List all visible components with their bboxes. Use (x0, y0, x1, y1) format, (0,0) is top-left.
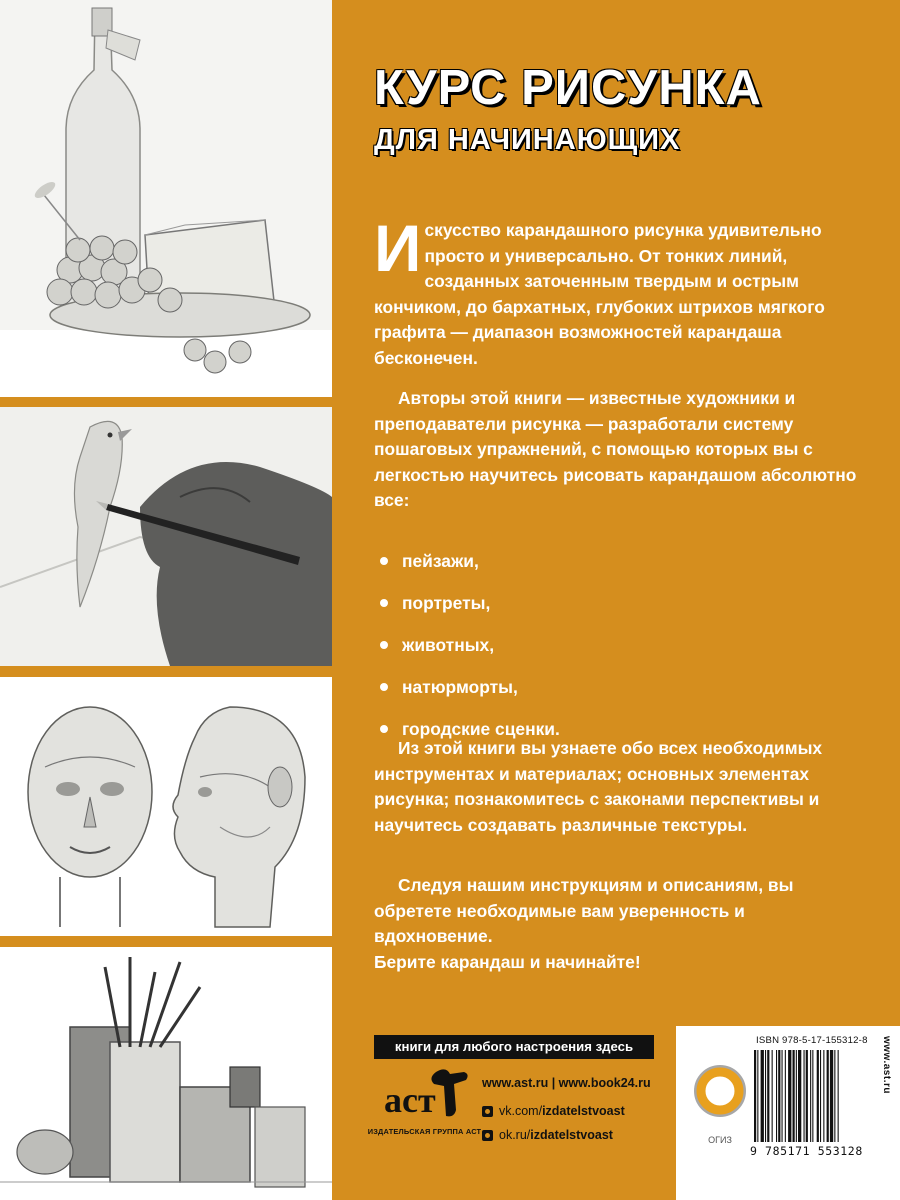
bullet-icon (380, 557, 388, 565)
ast-logo-icon (380, 1066, 474, 1126)
publisher-links (482, 1071, 651, 1147)
ogiz-logo-icon (692, 1049, 748, 1139)
bullet-icon (380, 599, 388, 607)
paragraph-authors: Авторы этой книги — известные художники и преподаватели рисунка — разработали систему пошаговых упражнений, с помощью которых вы с легкостью научитесь рисовать карандашом абсолютно все: (374, 388, 857, 510)
hand-drawing-bird-illustration (0, 407, 332, 666)
vk-icon (482, 1106, 493, 1117)
bullet-icon (380, 725, 388, 733)
website-links[interactable]: www.ast.ru | www.book24.ru (482, 1076, 651, 1090)
topics-list (380, 540, 560, 750)
book-subtitle: ДЛЯ НАЧИНАЮЩИХ (374, 124, 681, 156)
list-item: городские сценки. (380, 708, 560, 750)
isbn-number: ISBN 978-5-17-155312-8 (756, 1035, 868, 1046)
book-title: КУРС РИСУНКА (374, 61, 762, 115)
paragraph-closing-text: Следуя нашим инструкциям и описаниям, вы обретете необходимые вам уверенность и вдохновение. (374, 875, 794, 946)
paragraph-contents: Из этой книги вы узнаете обо всех необходимых инструментах и материалах; основных элементах рисунка; познакомитесь с законами перспективы и научитесь создавать различные текстуры. (374, 738, 823, 835)
barcode-icon (754, 1050, 866, 1142)
intro-paragraph (374, 211, 864, 371)
paragraph-closing-call: Берите карандаш и начинайте! (374, 951, 641, 972)
bullet-icon (380, 641, 388, 649)
list-item: портреты, (380, 582, 560, 624)
list-item: животных, (380, 624, 560, 666)
drop-cap: И (374, 211, 422, 285)
tagline-banner: книги для любого настроения здесь (374, 1035, 654, 1059)
still-life-bottle-grapes-illustration (0, 0, 332, 397)
ean-digits: 9 785171 553128 (750, 1144, 863, 1158)
paragraph-closing (374, 873, 864, 975)
ok-icon (482, 1130, 493, 1141)
ogiz-label: ОГИЗ (708, 1135, 732, 1145)
vertical-website: www.ast.ru (881, 1036, 892, 1094)
list-item: натюрморты, (380, 666, 560, 708)
ok-link[interactable]: ok.ru/ izdatelstvoast (482, 1123, 651, 1147)
intro-text: скусство карандашного рисунка удивительно просто и универсально. От тонких линий, созданных заточенным твердым и острым кончиком, до бархатных, глубоких штрихов мягкого графита — диапазон возможностей карандаша бесконечен. (374, 220, 825, 368)
publisher-label: ИЗДАТЕЛЬСКАЯ ГРУППА АСТ (367, 1127, 482, 1136)
list-item: пейзажи, (380, 540, 560, 582)
bullet-icon (380, 683, 388, 691)
ast-logo-text: аст (384, 1080, 436, 1120)
vk-link[interactable]: vk.com/ izdatelstvoast (482, 1099, 651, 1123)
anatomy-heads-illustration (0, 677, 332, 936)
art-supplies-illustration (0, 947, 332, 1200)
barcode-panel (676, 1026, 900, 1200)
